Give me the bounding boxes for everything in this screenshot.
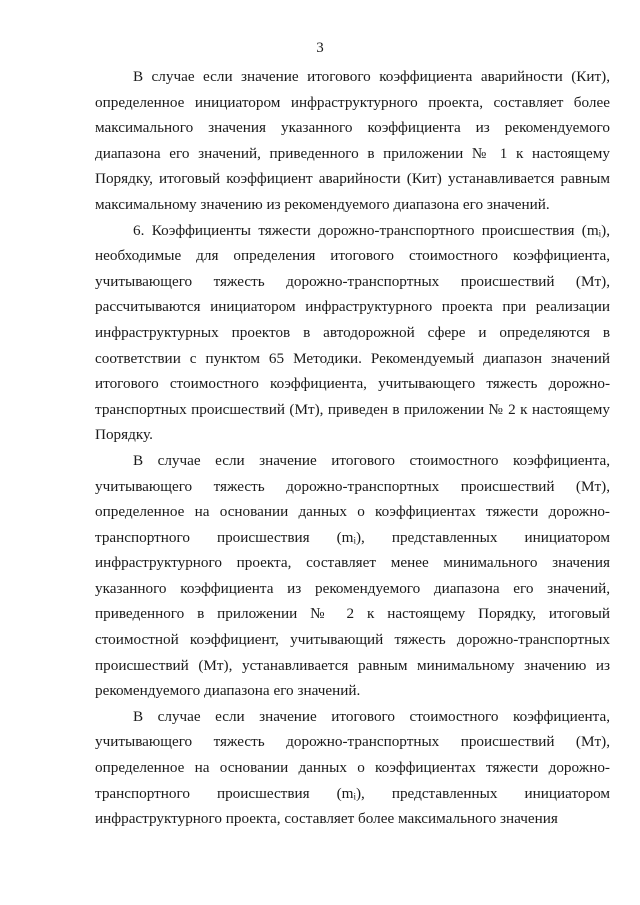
- document-body: [95, 64, 610, 832]
- paragraph-min-cost-coefficient: В случае если значение итогового стоимостного коэффициента, учитывающего тяжесть дорожно-транспортных происшествий (Mᴛ), определенное на основании данных о коэффициентах тяжести дорожно-транспортного происшествия (mᵢ), представленных инициатором инфраструктурного проекта, составляет менее минимального значения указанного коэффициента из рекомендуемого диапазона его значений, приведенного в приложении № 2 к настоящему Порядку, итоговый стоимостной коэффициент, учитывающий тяжесть дорожно-транспортных происшествий (Mᴛ), устанавливается равным минимальному значению из рекомендуемого диапазона его значений.: [95, 451, 610, 700]
- paragraph-max-accident-coefficient: В случае если значение итогового коэффициента аварийности (Кит), определенное инициатором инфраструктурного проекта, составляет более максимального значения указанного коэффициента из рекомендуемого диапазона его значений, приведенного в приложении № 1 к настоящему Порядку, итоговый коэффициент аварийности (Кит) устанавливается равным максимальному значению из рекомендуемого диапазона его значений.: [95, 68, 610, 213]
- paragraph-max-cost-coefficient: В случае если значение итогового стоимостного коэффициента, учитывающего тяжесть дорожно-транспортных происшествий (Mᴛ), определенное на основании данных о коэффициентах тяжести дорожно-транспортного происшествия (mᵢ), представленных инициатором инфраструктурного проекта, составляет более максимального значения: [95, 707, 610, 828]
- page-number: 3: [316, 40, 324, 56]
- paragraph-item-6-severity-coefficients: 6. Коэффициенты тяжести дорожно-транспортного происшествия (mᵢ), необходимые для определения итогового стоимостного коэффициента, учитывающего тяжесть дорожно-транспортных происшествий (Mᴛ), рассчитываются инициатором инфраструктурного проекта при реализации инфраструктурных проектов в автодорожной сфере и определяются в соответствии с пунктом 65 Методики. Рекомендуемый диапазон значений итогового стоимостного коэффициента, учитывающего тяжесть дорожно-транспортных происшествий (Mᴛ), приведен в приложении № 2 к настоящему Порядку.: [95, 221, 610, 444]
